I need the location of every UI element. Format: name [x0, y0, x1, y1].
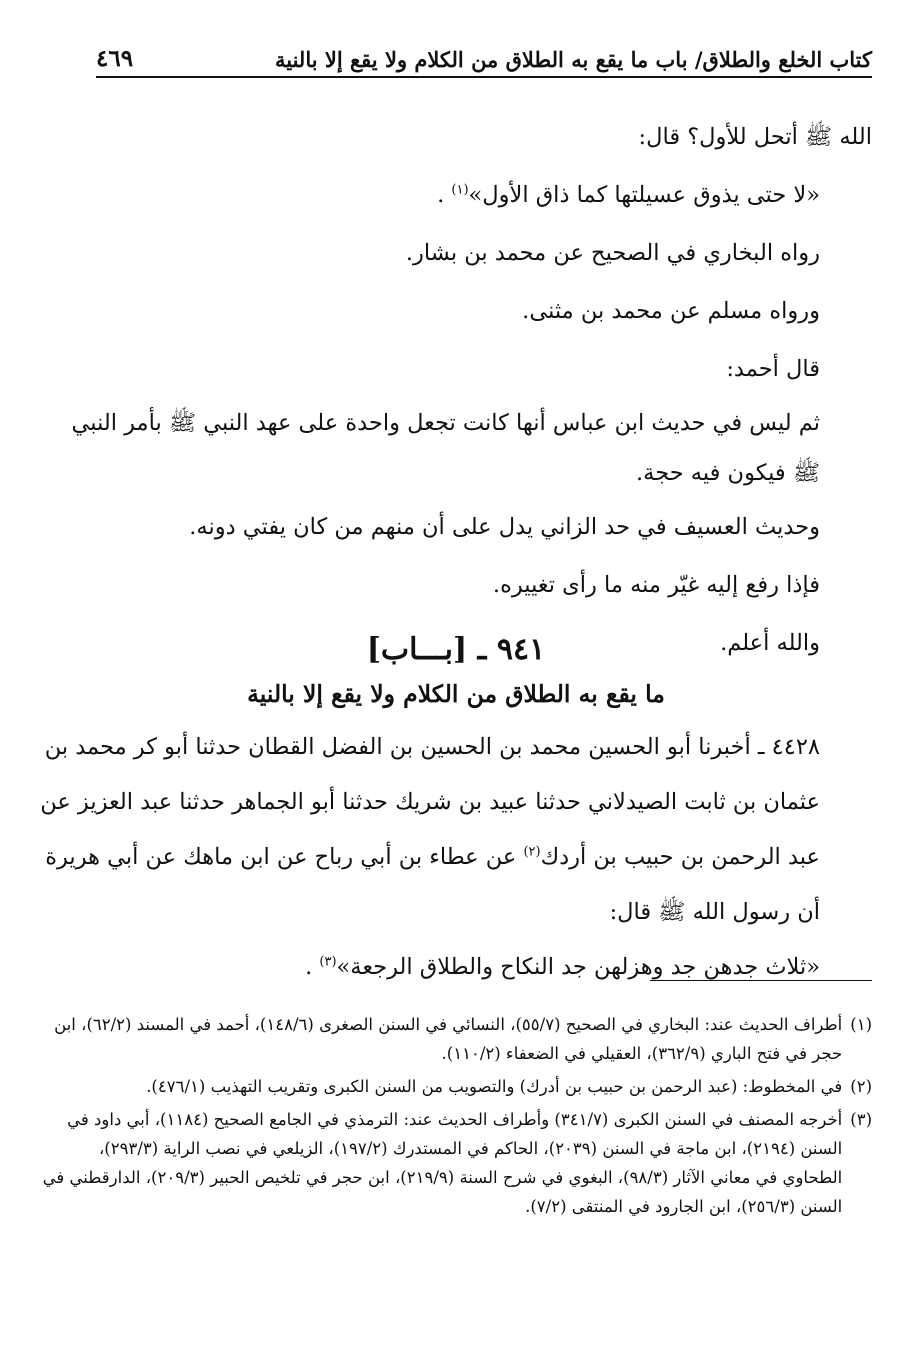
paragraph-text: قال أحمد: — [726, 356, 820, 382]
footnote-mark: (٣) — [850, 1110, 872, 1129]
footnote-mark: (٢) — [850, 1077, 872, 1096]
footnote — [40, 1105, 872, 1221]
paragraph — [40, 166, 872, 224]
footnote-ref: (١) — [451, 182, 469, 198]
footnote-text: في المخطوط: (عبد الرحمن بن حبيب بن أدرك) والتصويب من السنن الكبرى وتقريب التهذيب (٤٧٦/١). — [146, 1077, 843, 1096]
chapter-title: ما يقع به الطلاق من الكلام ولا يقع إلا بالنية — [247, 680, 665, 708]
hadith-block — [40, 720, 872, 995]
hadith-quote — [40, 940, 872, 995]
page-number: ٤٦٩ — [96, 45, 134, 72]
period: . — [437, 182, 445, 208]
period: . — [305, 954, 313, 980]
paragraph — [40, 282, 872, 340]
running-header — [96, 30, 872, 78]
paragraph — [40, 556, 872, 614]
quote-text: «ثلاث جدهن جد وهزلهن جد النكاح والطلاق الرجعة» — [336, 954, 820, 980]
paragraph — [40, 340, 872, 398]
paragraph — [40, 498, 872, 556]
footnote-mark: (١) — [850, 1015, 872, 1034]
footnote — [40, 1010, 872, 1068]
main-text — [40, 108, 872, 672]
paragraph-text: والله أعلم. — [720, 630, 820, 656]
chapter-number: ٩٤١ ـ [بـــاب] — [366, 632, 546, 667]
paragraph-text: فإذا رفع إليه غيّر منه ما رأى تغييره. — [492, 572, 820, 598]
footnote — [40, 1072, 872, 1101]
footnote-divider — [650, 980, 872, 981]
footnote-ref: (٢) — [523, 844, 541, 860]
paragraph-text: رواه البخاري في الصحيح عن محمد بن بشار. — [405, 240, 820, 266]
paragraph-text: ورواه مسلم عن محمد بن مثنى. — [522, 298, 820, 324]
chapter-heading — [40, 624, 872, 712]
paragraph — [40, 224, 872, 282]
paragraph-text: الله ﷺ أتحل للأول؟ قال: — [638, 124, 872, 150]
paragraph — [40, 108, 872, 166]
running-title: كتاب الخلع والطلاق/ باب ما يقع به الطلاق من الكلام ولا يقع إلا بالنية — [275, 47, 872, 72]
hadith-chain — [40, 720, 872, 940]
paragraph — [40, 398, 872, 498]
hadith-chain-text: ٤٤٢٨ ـ أخبرنا أبو الحسين محمد بن الحسين بن الفضل القطان حدثنا أبو كر محمد بن عثمان بن ثابت الصيدلاني حدثنا عبيد بن شريك حدثنا أبو الجماهر حدثنا عبد العزيز عن عبد الرحمن بن حبيب بن أردك — [40, 734, 820, 870]
hadith-chain-text: عن عطاء بن أبي رباح عن ابن ماهك عن أبي هريرة أن رسول الله ﷺ قال: — [45, 844, 820, 925]
paragraph-text: وحديث العسيف في حد الزاني يدل على أن منهم من كان يفتي دونه. — [189, 514, 820, 540]
quote-text: «لا حتى يذوق عسيلتها كما ذاق الأول» — [468, 182, 820, 208]
footnote-text: أخرجه المصنف في السنن الكبرى (٣٤١/٧) وأطراف الحديث عند: الترمذي في الجامع الصحيح (١١٨٤)، أبي داود في السنن (٢١٩٤)، ابن ماجة في السنن (٢٠٣٩)، الحاكم في المستدرك (١٩٧/٢)، الزيلعي في نصب الراية (٢٩٣/٣)، الطحاوي في معاني الآثار (٩٨/٣)، البغوي في شرح السنة (٢١٩/٩)، ابن حجر في تلخيص الحبير (٢٠٩/٣)، الدارقطني في السنن (٢٥٦/٣)، ابن الجارود في المنتقى (٧/٢). — [42, 1110, 843, 1216]
paragraph-text: ثم ليس في حديث ابن عباس أنها كانت تجعل واحدة على عهد النبي ﷺ بأمر النبي ﷺ فيكون فيه حجة. — [71, 410, 820, 486]
footnote-text: أطراف الحديث عند: البخاري في الصحيح (٥٥/٧)، النسائي في السنن الصغرى (١٤٨/٦)، أحمد في المسند (٦٢/٢)، ابن حجر في فتح الباري (٣٦٢/٩)، العقيلي في الضعفاء (١١٠/٢). — [54, 1015, 843, 1063]
footnote-ref: (٣) — [319, 954, 337, 970]
footnotes — [40, 1010, 872, 1225]
